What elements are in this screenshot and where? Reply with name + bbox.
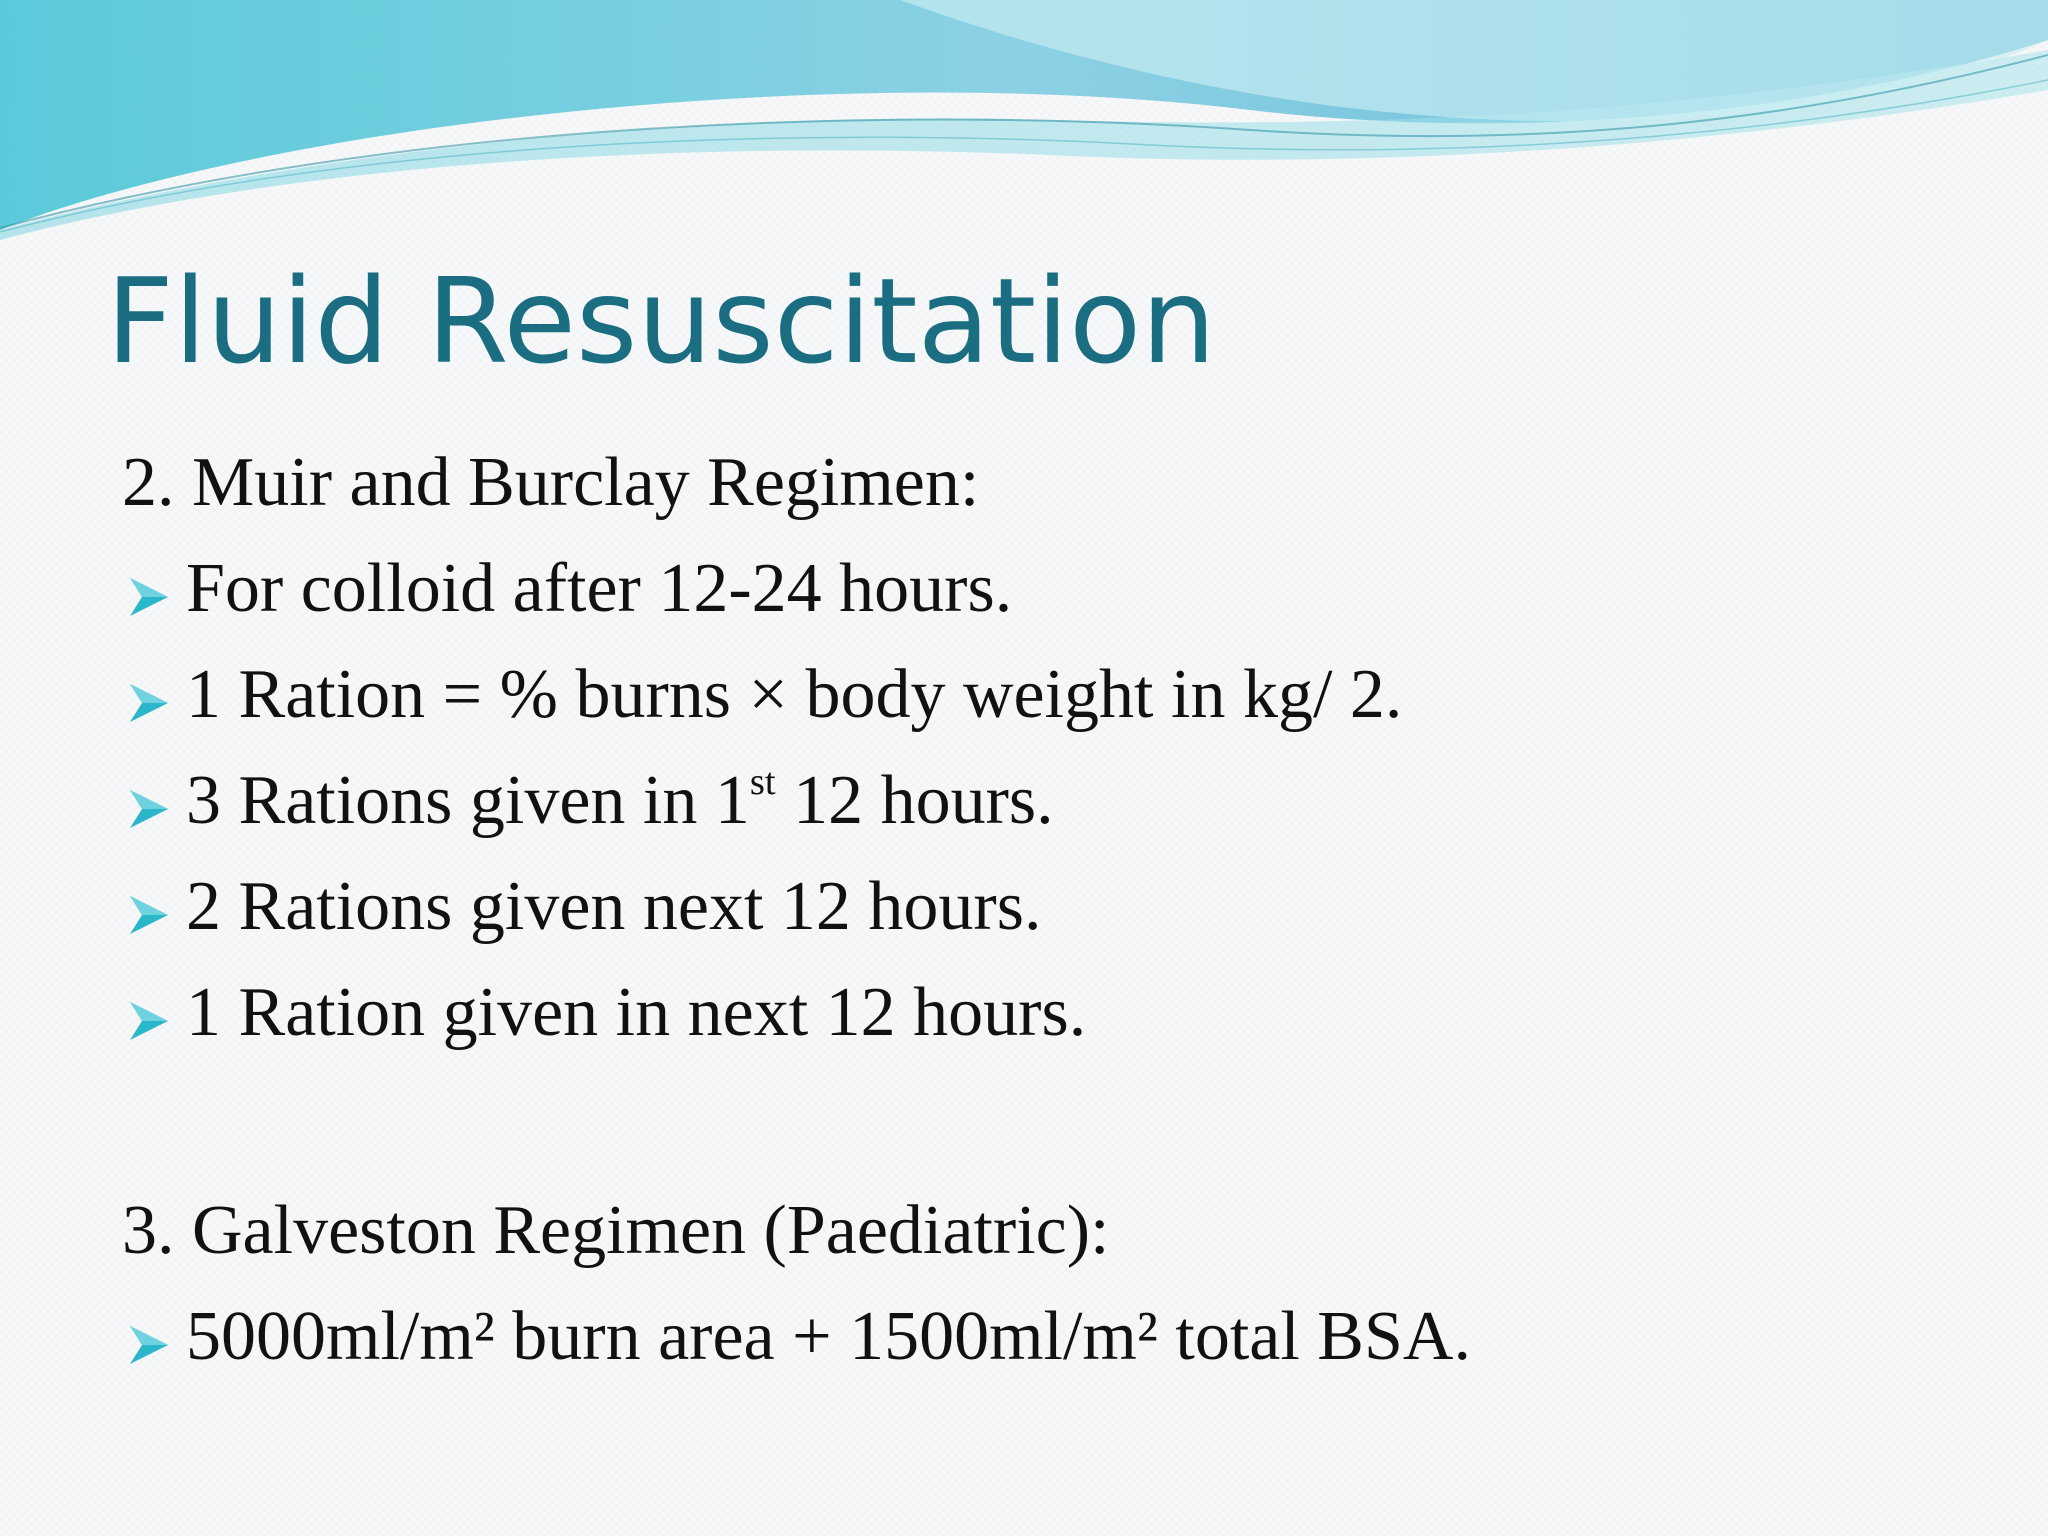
list-item [122,550,1013,627]
list-item [122,761,1054,839]
list-item [122,868,1042,945]
arrow-bullet-icon [126,892,172,938]
bullet-text: 2 Rations given next 12 hours. [186,868,1042,945]
arrow-bullet-icon [126,1322,172,1368]
bullet-text: 3 Rations given in 1 [186,762,750,839]
list-item [122,1298,1471,1375]
bullet-text: 1 Ration given in next 12 hours. [186,974,1087,1051]
bullet-text-cont: 12 hours. [775,762,1054,839]
decorative-wave-header [0,0,2048,240]
bullet-text: 1 Ration = % burns × body weight in kg/ 2. [186,656,1403,733]
arrow-bullet-icon [126,680,172,726]
superscript: st [749,761,776,804]
arrow-bullet-icon [126,786,172,832]
section-heading-muir-burclay: 2. Muir and Burclay Regimen: [122,444,980,521]
arrow-bullet-icon [126,574,172,620]
list-item [122,656,1403,733]
bullet-text: For colloid after 12-24 hours. [186,550,1013,627]
arrow-bullet-icon [126,998,172,1044]
list-item [122,974,1087,1051]
section-heading-galveston: 3. Galveston Regimen (Paediatric): [122,1192,1110,1269]
bullet-text: 5000ml/m² burn area + 1500ml/m² total BSA. [186,1298,1471,1375]
slide-title: Fluid Resuscitation [106,252,1216,390]
